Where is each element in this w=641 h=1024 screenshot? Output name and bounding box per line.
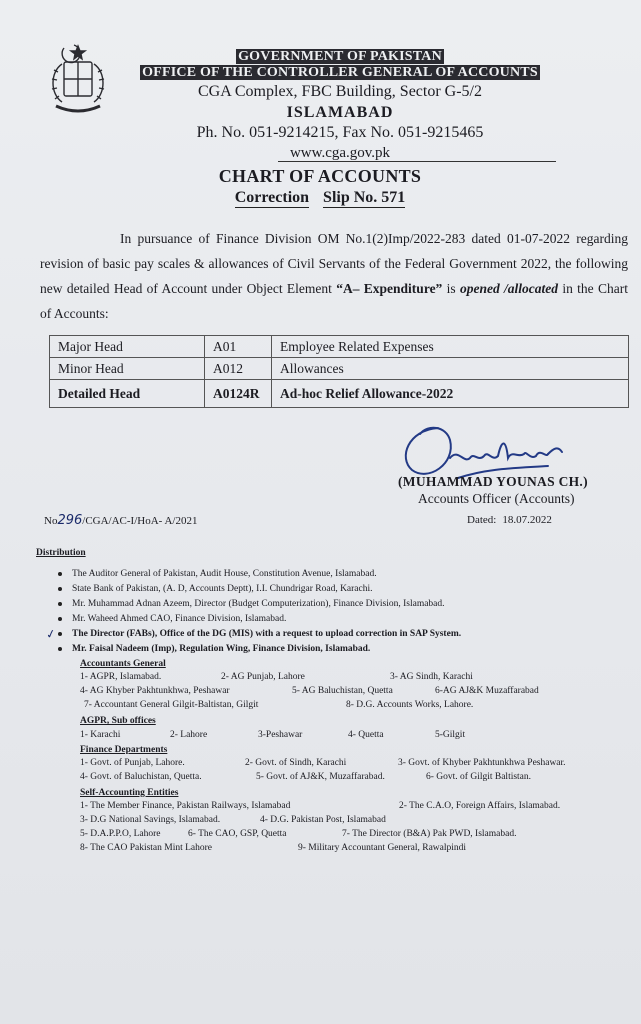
table-cell: Minor Head	[50, 358, 205, 380]
finance-departments-heading: Finance Departments	[80, 745, 168, 755]
table-cell: A0124R	[205, 380, 272, 408]
table-cell: A01	[205, 336, 272, 358]
letterhead-government: GOVERNMENT OF PAKISTAN	[238, 49, 442, 64]
table-cell: Detailed Head	[50, 380, 205, 408]
opened-allocated: opened /allocated	[459, 281, 559, 296]
table-row	[50, 336, 629, 358]
signatory-designation: Accounts Officer (Accounts)	[418, 491, 575, 506]
document-title: CHART OF ACCOUNTS	[218, 166, 422, 186]
letterhead-website: www.cga.gov.pk	[289, 145, 391, 161]
table-cell: A012	[205, 358, 272, 380]
table-row	[50, 380, 629, 408]
list-item: The Auditor General of Pakistan, Audit House, Constitution Avenue, Islamabad.	[58, 569, 377, 579]
table-cell: Major Head	[50, 336, 205, 358]
slip-label: Correction	[234, 189, 310, 206]
list-item: State Bank of Pakistan, (A. D, Accounts Deptt), I.I. Chundrigar Road, Karachi.	[58, 584, 373, 594]
handwritten-tick-icon: ✓	[44, 626, 58, 642]
self-accounting-heading: Self-Accounting Entities	[80, 788, 179, 798]
signatory-name: (MUHAMMAD YOUNAS CH.)	[398, 474, 588, 489]
head-of-account-table	[49, 335, 629, 408]
date-value: 18.07.2022	[502, 514, 552, 526]
reference-number: No296/CGA/AC-I/HoA- A/2021	[44, 513, 198, 528]
letterhead-divider	[278, 161, 556, 162]
state-emblem-icon	[44, 42, 112, 120]
slip-number: Slip No. 571	[323, 189, 406, 206]
list-item: Mr. Faisal Nadeem (Imp), Regulation Wing, Finance Division, Islamabad.	[58, 644, 370, 654]
distribution-heading: Distribution	[36, 548, 86, 558]
table-cell: Ad-hoc Relief Allowance-2022	[272, 380, 629, 408]
correction-slip	[110, 189, 530, 207]
object-element: “A– Expenditure”	[336, 281, 443, 296]
letterhead-city: ISLAMABAD	[286, 104, 394, 121]
list-item: Mr. Muhammad Adnan Azeem, Director (Budget Computerization), Finance Division, Islamabad.	[58, 599, 445, 609]
body-paragraph: In pursuance of Finance Division OM No.1(2)Imp/2022-283 dated 01-07-2022 regarding revision of basic pay scales & allowances of Civil Servants of the Federal Government 2022, the following new detailed Head of Account under Object Element “A– Expenditure” is opened /allocated in the Chart of Accounts:	[40, 231, 628, 321]
table-row	[50, 358, 629, 380]
accountants-general-heading: Accountants General	[80, 659, 166, 669]
list-item: The Director (FABs), Office of the DG (MIS) with a request to upload correction in SAP System.	[58, 629, 461, 639]
document-page: GOVERNMENT OF PAKISTAN OFFICE OF THE CONTROLLER GENERAL OF ACCOUNTS CGA Complex, FBC Building, Sector G-5/2 ISLAMABAD Ph. No. 051-9214215, Fax No. 051-9215465 www.cga.gov.pk CHART OF ACCOUNTS Correction Slip No. 571 In pursuance of Finance Division OM No.1(2)Imp/2022-283 dated 01-07-2022 regarding revision of basic pay scales & allowances of Civil Servants of the Federal Government 2022, the following new detailed Head of Account under Object Element “A– Expenditure” is opened /allocated in the Chart of Accounts: Major Head A01 Employee Related Expenses Minor Head A012 Allowances Detailed Head A0124R Ad-hoc Relief Allowance-2022 (MUHAMMAD YOUNAS CH.) Accounts Officer (Accounts) No296/CGA/AC-I/HoA- A/2021 Dated: 18.07.2022 Distribution The Auditor General of Pakistan, Audit House, Constitution Avenue, Islamabad. State Bank of Pakistan, (A. D, Accounts Deptt), I.I. Chundrigar Road, Karachi. Mr. Muhammad Adnan Azeem, Director (Budget Computerization), Finance Division, Islamabad. Mr. Waheed Ahmed CAO, Finance Division, Islamabad. ✓ The Director (FABs), Office of the DG (MIS) with a request to upload correction in SAP System. Mr. Faisal Nadeem (Imp), Regulation Wing, Finance Division, Islamabad. Accountants General 1- AGPR, Islamabad. 2- AG Punjab, Lahore 3- AG Sindh, Karachi 4- AG Khyber Pakhtunkhwa, Peshawar 5- AG Baluchistan, Quetta 6-AG AJ&K Muzaffarabad 7- Accountant General Gilgit-Baltistan, Gilgit 8- D.G. Accounts Works, Lahore. AGPR, Sub offices 1- Karachi 2- Lahore 3-Peshawar 4- Quetta 5-Gilgit Finance Departments 1- Govt. of Punjab, Lahore. 2- Govt. of Sindh, Karachi 3- Govt. of Khyber Pakhtunkhwa Peshawar. 4- Govt. of Baluchistan, Quetta. 5- Govt. of AJ&K, Muzaffarabad. 6- Govt. of Gilgit Baltistan. Self-Accounting Entities 1- The Member Finance, Pakistan Railways, Islamabad 2- The C.A.O, Foreign Affairs, Islamabad. 3- D.G National Savings, Islamabad. 4- D.G. Pakistan Post, Islamabad 5- D.A.P.P.O, Lahore 6- The CAO, GSP, Quetta 7- The Director (B&A) Pak PWD, Islamabad. 8- The CAO Pakistan Mint Lahore 9- Military Accountant General, Rawalpindi	[0, 0, 641, 1024]
table-cell: Allowances	[272, 358, 629, 380]
handwritten-number: 296	[57, 513, 83, 528]
letterhead-phone: Ph. No. 051-9214215, Fax No. 051-9215465	[196, 124, 484, 141]
dated-line: Dated: 18.07.2022	[467, 514, 552, 526]
letterhead-office: OFFICE OF THE CONTROLLER GENERAL OF ACCOUNTS	[142, 65, 538, 80]
list-item: Mr. Waheed Ahmed CAO, Finance Division, Islamabad.	[58, 614, 286, 624]
agpr-sub-offices-heading: AGPR, Sub offices	[80, 716, 156, 726]
table-cell: Employee Related Expenses	[272, 336, 629, 358]
letterhead-address: CGA Complex, FBC Building, Sector G-5/2	[197, 83, 482, 100]
